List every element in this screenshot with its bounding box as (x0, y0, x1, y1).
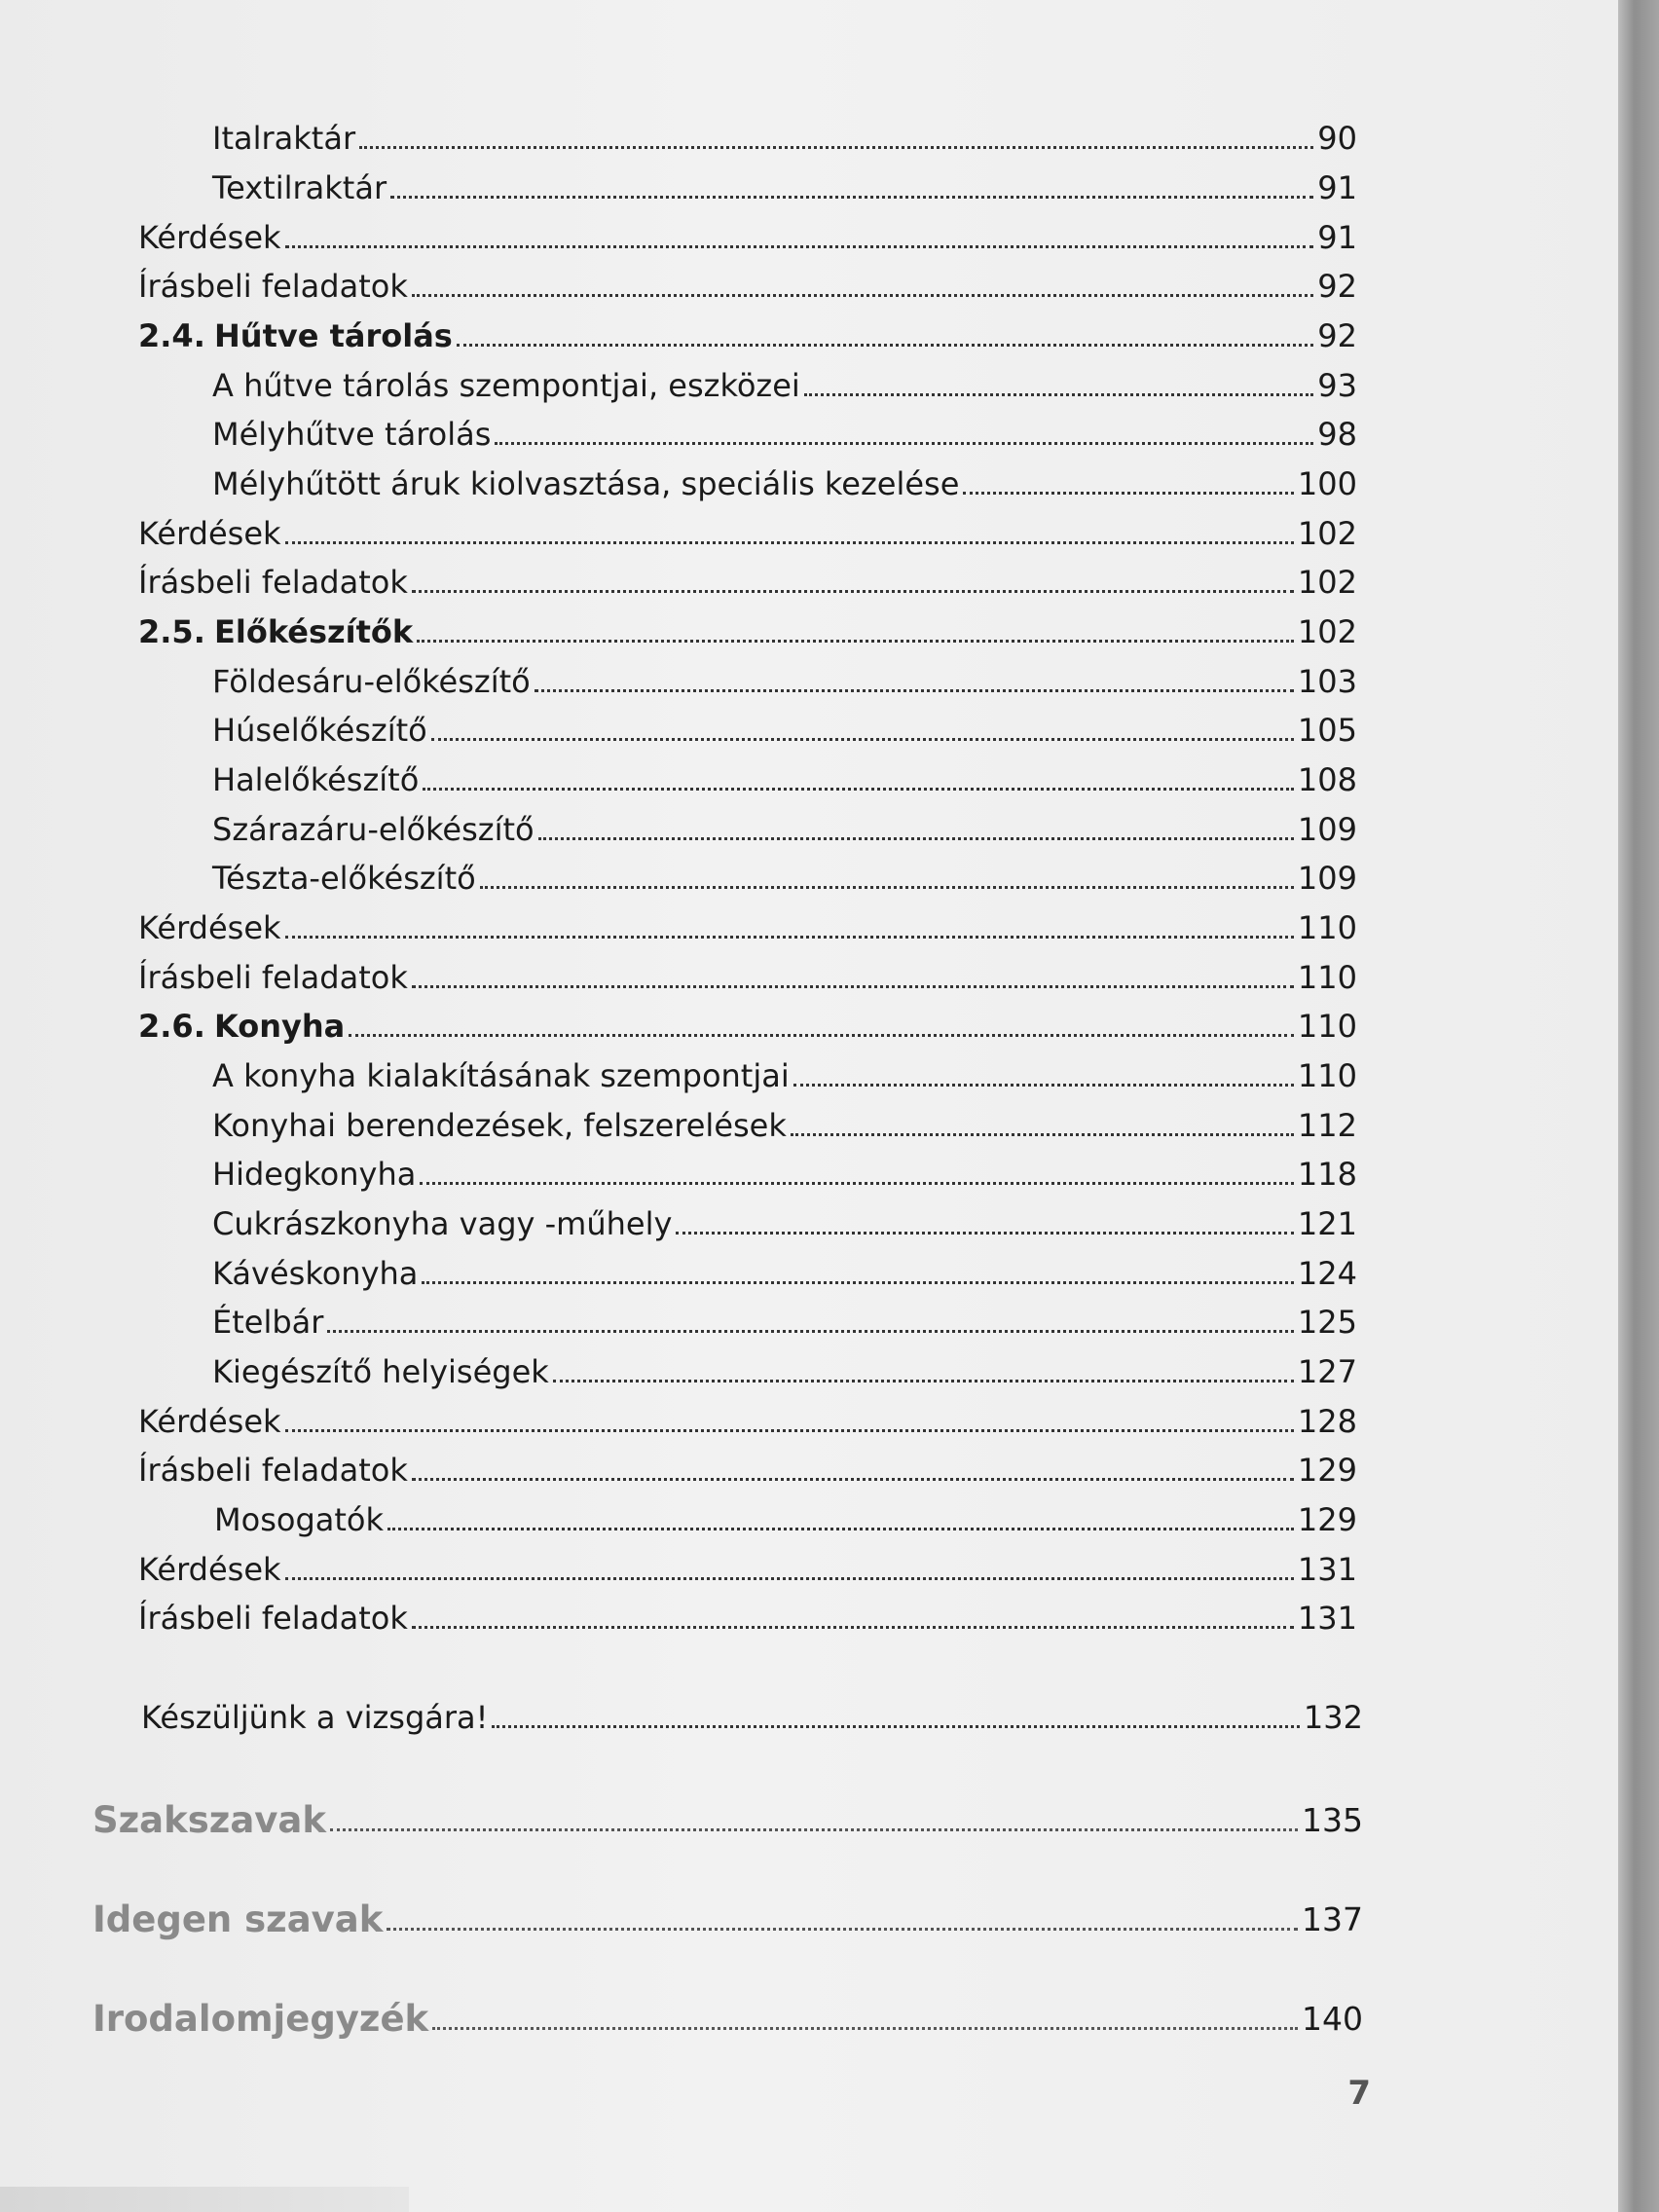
toc-entry (138, 1538, 1357, 1589)
toc-entry (214, 1489, 1357, 1539)
toc-chapter-page: 135 (1302, 1801, 1363, 1839)
toc-entry-title: Italraktár (212, 120, 356, 157)
dot-leader (431, 738, 1294, 741)
dot-leader (457, 344, 1313, 347)
toc-entry (138, 502, 1357, 553)
toc-chapter-szakszavak (92, 1782, 1363, 1840)
toc-entry (138, 551, 1357, 602)
toc-entry-title: Kérdések (138, 1551, 281, 1588)
dot-leader (804, 393, 1314, 396)
section-number: 2.6. (138, 1008, 205, 1045)
dot-leader (285, 541, 1294, 544)
toc-entry-page: 118 (1297, 1156, 1357, 1193)
toc-chapter-page: 137 (1302, 1900, 1363, 1938)
toc-entry-page: 127 (1297, 1353, 1357, 1390)
toc-entry (138, 946, 1357, 997)
scan-watermark-strip (0, 2187, 409, 2212)
toc-entry-title: Cukrászkonyha vagy -műhely (212, 1205, 673, 1242)
dot-leader (412, 1478, 1294, 1481)
toc-entry (212, 798, 1357, 849)
toc-entry (212, 1045, 1357, 1095)
toc-entry-title: Kiegészítő helyiségek (212, 1353, 549, 1390)
toc-entry (212, 1094, 1357, 1145)
toc-entry-title: Készüljünk a vizsgára! (141, 1699, 489, 1736)
toc-entry-title: Írásbeli feladatok (138, 1452, 408, 1489)
toc-entry-title: Mosogatók (214, 1501, 385, 1538)
toc-section-2-4 (138, 305, 1357, 355)
toc-entry-title: A konyha kialakításának szempontjai (212, 1057, 790, 1094)
toc-entry-page: 110 (1297, 959, 1357, 996)
toc-entry-title: Konyha (214, 1008, 346, 1045)
toc-entry (212, 1341, 1357, 1391)
toc-entry (212, 1291, 1357, 1342)
toc-entry-title: Kávéskonyha (212, 1255, 419, 1292)
dot-leader (535, 689, 1294, 692)
toc-entry (212, 847, 1357, 898)
toc-entry-title: Kérdések (138, 909, 281, 946)
toc-entry-page: 91 (1317, 169, 1357, 206)
dot-leader (359, 146, 1313, 149)
toc-entry-page: 109 (1297, 860, 1357, 897)
section-number: 2.4. (138, 317, 205, 354)
dot-leader (480, 886, 1294, 889)
dot-leader (387, 1528, 1294, 1530)
dot-leader (492, 1725, 1299, 1728)
toc-entry-page: 125 (1297, 1304, 1357, 1341)
toc-entry-title: Kérdések (138, 515, 281, 552)
toc-entry-title: Írásbeli feladatok (138, 268, 408, 305)
toc-entry-page: 108 (1297, 761, 1357, 798)
toc-entry (212, 1193, 1357, 1243)
toc-entry-title: Ételbár (212, 1304, 324, 1341)
toc-chapter-page: 140 (1302, 2000, 1363, 2038)
toc-entry-title: Előkészítők (214, 613, 414, 650)
toc-entry-page: 100 (1297, 465, 1357, 502)
toc-entry (212, 107, 1357, 158)
dot-leader (676, 1232, 1294, 1235)
toc-entry-page: 105 (1297, 712, 1357, 749)
toc-entry-title: Hűtve tárolás (214, 317, 453, 354)
toc-entry-page: 121 (1297, 1205, 1357, 1242)
toc-entry (138, 1390, 1357, 1441)
toc-entry-page: 91 (1317, 219, 1357, 256)
toc-entry-title: Írásbeli feladatok (138, 959, 408, 996)
dot-leader (495, 442, 1313, 445)
toc-entry-page: 131 (1297, 1551, 1357, 1588)
toc-entry-title: Földesáru-előkészítő (212, 663, 531, 700)
toc-entry-title: A hűtve tárolás szempontjai, eszközei (212, 367, 800, 404)
dot-leader (432, 2027, 1298, 2030)
toc-entry (212, 1143, 1357, 1194)
toc-entry-page: 102 (1297, 564, 1357, 601)
dot-leader (793, 1084, 1294, 1087)
toc-entry-title: Textilraktár (212, 169, 387, 206)
dot-leader (412, 294, 1313, 297)
toc-entry-title: Konyhai berendezések, felszerelések (212, 1107, 787, 1144)
dot-leader (285, 245, 1314, 248)
toc-chapter-title: Szakszavak (92, 1799, 326, 1841)
toc-entry-title: Hidegkonyha (212, 1156, 417, 1193)
dot-leader (422, 1281, 1294, 1284)
toc-entry (138, 255, 1357, 306)
dot-leader (963, 492, 1294, 495)
toc-chapter-irodalomjegyzek (92, 1980, 1363, 2039)
dot-leader (285, 1577, 1294, 1580)
toc-entry-page: 129 (1297, 1501, 1357, 1538)
dot-leader (285, 1429, 1294, 1432)
toc-entry-page: 103 (1297, 663, 1357, 700)
toc-entry-page: 98 (1317, 416, 1357, 453)
toc-entry (212, 650, 1357, 701)
toc-entry (212, 354, 1357, 405)
dot-leader (553, 1380, 1294, 1382)
dot-leader (791, 1133, 1294, 1136)
toc-entry-title: Írásbeli feladatok (138, 564, 408, 601)
toc-entry-title: Kérdések (138, 1403, 281, 1440)
toc-section-2-6 (138, 995, 1357, 1046)
toc-entry-page: 110 (1297, 909, 1357, 946)
toc-entry-title: Szárazáru-előkészítő (212, 811, 535, 848)
toc-entry-page: 110 (1297, 1057, 1357, 1094)
toc-entry (212, 157, 1357, 207)
dot-leader (327, 1330, 1294, 1333)
toc-entry-title: Írásbeli feladatok (138, 1600, 408, 1637)
toc-entry-page: 129 (1297, 1452, 1357, 1489)
dot-leader (423, 788, 1294, 791)
toc-entry-title: Mélyhűtve tárolás (212, 416, 492, 453)
toc-entry-page: 109 (1297, 811, 1357, 848)
toc-entry-page: 112 (1297, 1107, 1357, 1144)
dot-leader (387, 1928, 1298, 1931)
toc-entry (212, 1242, 1357, 1293)
toc-entry (138, 206, 1357, 257)
dot-leader (412, 1626, 1294, 1629)
toc-entry (138, 897, 1357, 947)
toc-entry-title: Kérdések (138, 219, 281, 256)
toc-chapter-title: Irodalomjegyzék (92, 1998, 429, 2040)
section-number: 2.5. (138, 613, 205, 650)
toc-entry (212, 403, 1357, 454)
toc-entry-page: 90 (1317, 120, 1357, 157)
toc-entry-page: 102 (1297, 613, 1357, 650)
toc-entry (212, 749, 1357, 799)
dot-leader (412, 985, 1294, 988)
dot-leader (412, 590, 1294, 593)
toc-chapter-title: Idegen szavak (92, 1899, 384, 1940)
toc-entry-title: Mélyhűtött áruk kiolvasztása, speciális kezelése (212, 465, 960, 502)
toc-entry (138, 1587, 1357, 1638)
toc-chapter-idegen-szavak (92, 1881, 1363, 1939)
toc-entry (212, 699, 1357, 750)
toc-entry-page: 110 (1297, 1008, 1357, 1045)
page-number: 7 (1347, 2074, 1371, 2113)
dot-leader (330, 1828, 1298, 1831)
toc-entry-page: 128 (1297, 1403, 1357, 1440)
toc-entry-page: 93 (1317, 367, 1357, 404)
toc-entry-page: 131 (1297, 1600, 1357, 1637)
toc-entry (138, 1439, 1357, 1490)
toc-entry-page: 92 (1317, 268, 1357, 305)
dot-leader (349, 1034, 1294, 1037)
dot-leader (285, 936, 1294, 939)
toc-entry (212, 453, 1357, 503)
dot-leader (390, 196, 1313, 199)
toc-entry-title: Halelőkészítő (212, 761, 420, 798)
toc-entry (141, 1686, 1363, 1737)
toc-entry-page: 124 (1297, 1255, 1357, 1292)
dot-leader (420, 1182, 1294, 1185)
toc-entry-page: 132 (1303, 1699, 1363, 1736)
book-spine-edge (1618, 0, 1659, 2212)
toc-entry-page: 102 (1297, 515, 1357, 552)
toc-entry-title: Tészta-előkészítő (212, 860, 476, 897)
toc-entry-page: 92 (1317, 317, 1357, 354)
toc-entry-title: Húselőkészítő (212, 712, 427, 749)
dot-leader (417, 640, 1294, 643)
toc-section-2-5 (138, 601, 1357, 651)
dot-leader (538, 837, 1294, 840)
